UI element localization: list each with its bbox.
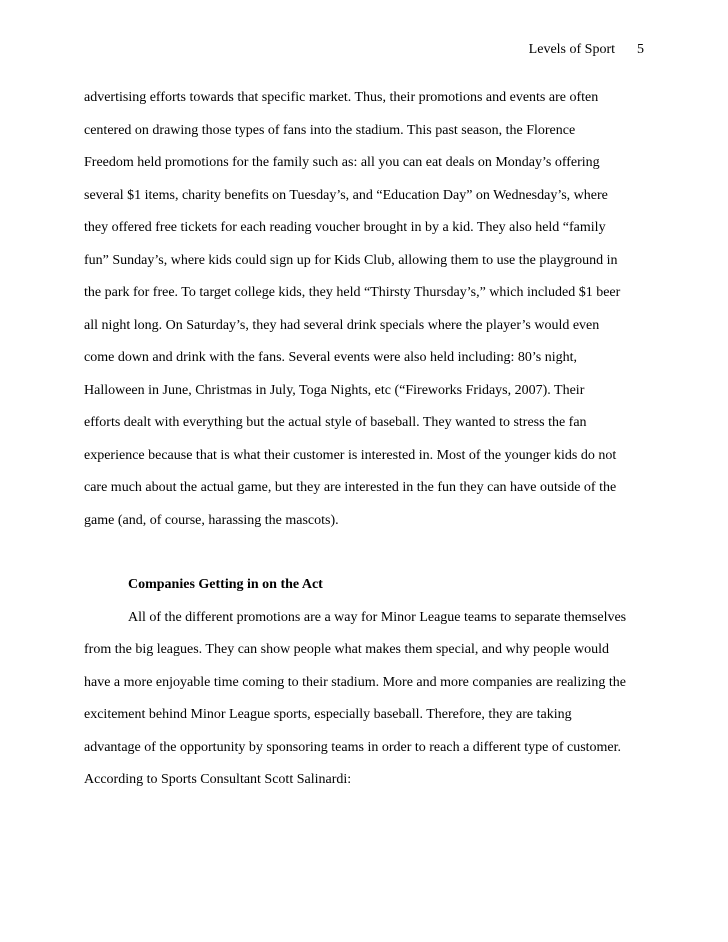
running-header [529, 41, 644, 59]
text-line: fun” Sunday’s, where kids could sign up for Kids Club, allowing them to use the playground in [84, 253, 618, 268]
text-line: efforts dealt with everything but the actual style of baseball. They wanted to stress the fan [84, 415, 587, 430]
text-line: game (and, of course, harassing the mascots). [84, 513, 339, 528]
text-line: several $1 items, charity benefits on Tuesday’s, and “Education Day” on Wednesday’s, where [84, 188, 608, 203]
text-line: All of the different promotions are a way for Minor League teams to separate themselves [128, 610, 627, 625]
text-line: experience because that is what their customer is interested in. Most of the younger kids do not [84, 448, 617, 463]
text-line: Halloween in June, Christmas in July, Toga Nights, etc (“Fireworks Fridays, 2007). Their [84, 383, 585, 398]
text-line: from the big leagues. They can show people what makes them special, and why people would [84, 642, 609, 657]
text-line: come down and drink with the fans. Several events were also held including: 80’s night, [84, 350, 578, 365]
page-number: 5 [637, 42, 644, 57]
text-line: have a more enjoyable time coming to their stadium. More and more companies are realizing the [84, 675, 626, 690]
text-line: the park for free. To target college kids, they held “Thirsty Thursday’s,” which included $1 beer [84, 285, 621, 300]
running-head-title: Levels of Sport [528, 42, 615, 57]
section-heading: Companies Getting in on the Act [128, 577, 323, 592]
text-line: all night long. On Saturday’s, they had several drink specials where the player’s would even [84, 318, 600, 333]
text-line: care much about the actual game, but they are interested in the fun they can have outside of the [84, 480, 617, 495]
text-line: they offered free tickets for each reading voucher brought in by a kid. They also held “family [84, 220, 606, 235]
text-line: advertising efforts towards that specific market. Thus, their promotions and events are often [84, 90, 599, 105]
text-line: centered on drawing those types of fans into the stadium. This past season, the Florence [84, 123, 576, 138]
text-line: Freedom held promotions for the family such as: all you can eat deals on Monday’s offering [84, 155, 600, 170]
text-line: advantage of the opportunity by sponsoring teams in order to reach a different type of customer. [84, 740, 622, 755]
text-line: excitement behind Minor League sports, especially baseball. Therefore, they are taking [84, 707, 572, 722]
text-line: According to Sports Consultant Scott Salinardi: [84, 772, 352, 787]
